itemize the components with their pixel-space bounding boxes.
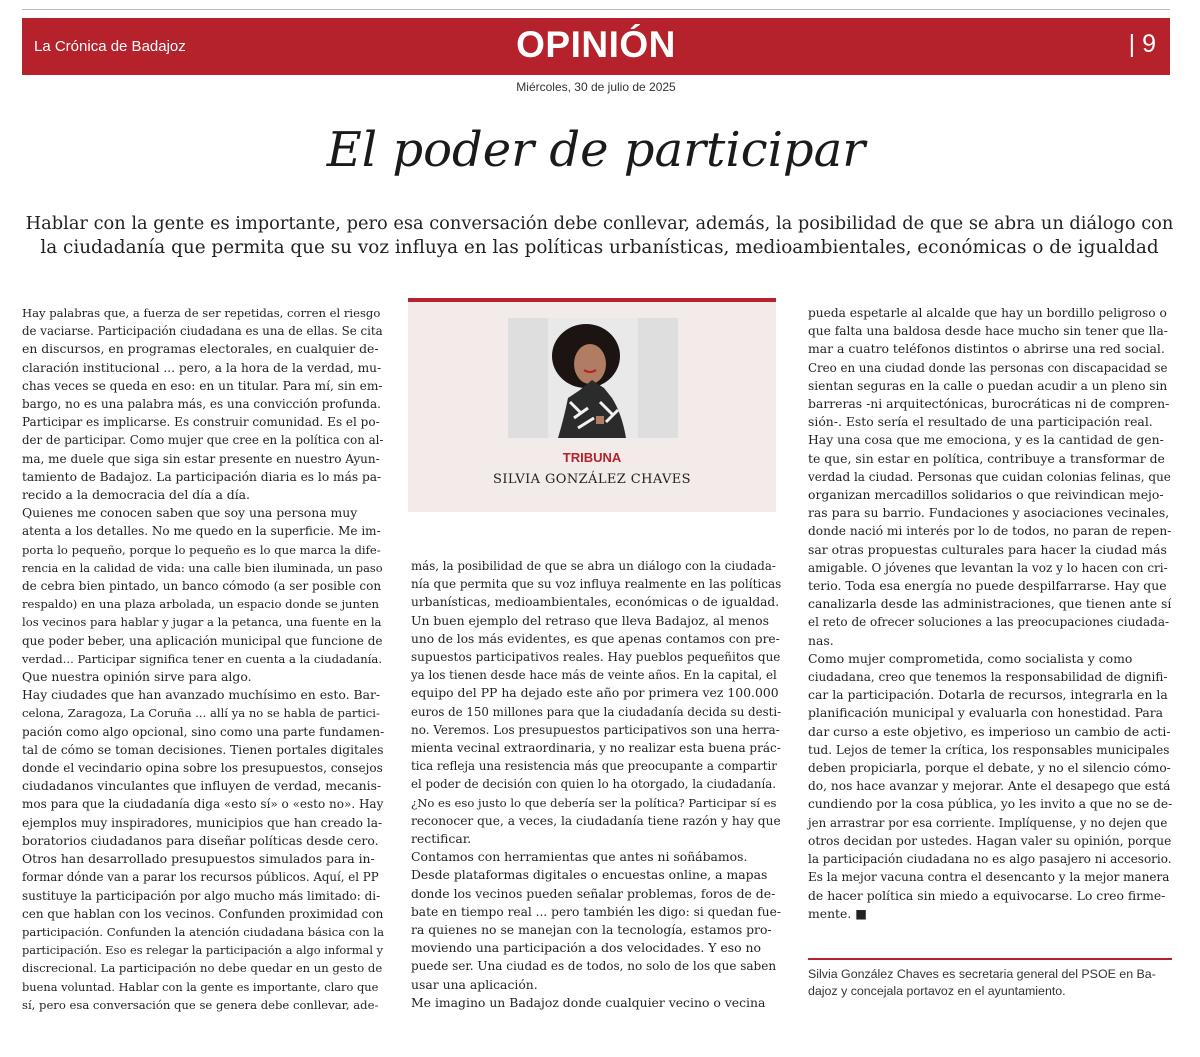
body-line: el poder de decisión con quien lo ha otorgado, la ciudadanía. [411, 777, 777, 792]
body-line: celona, Zaragoza, La Coruña ... allí ya no se habla de partici- [22, 706, 380, 721]
body-line: terio. Toda esa energía no puede despilfarrarse. Hay que [808, 578, 1167, 594]
body-line: euros de 150 millones para que la ciudadanía decida su desti- [411, 704, 782, 719]
page-number: | 9 [1128, 30, 1156, 58]
section-banner [22, 18, 1170, 75]
body-line: organizan mercadillos solidarios o que reivindican mejo- [808, 487, 1164, 503]
body-line: que falta una baldosa desde hace mucho sin tener que lla- [808, 324, 1168, 339]
body-line: reconocer que, a veces, la ciudadanía tiene razón y hay que [411, 813, 781, 828]
body-line: pación como algo opcional, sino como una parte fundamen- [22, 724, 385, 739]
kicker-label: TRIBUNA [562, 450, 622, 465]
body-line: ra quienes no se manejan con la tecnología, estamos pro- [411, 922, 772, 938]
body-line: moviendo una participación a dos velocidades. Y eso no [411, 940, 761, 956]
body-line: der de participar. Como mujer que cree en la política con al- [22, 433, 384, 448]
standfirst-line: Hablar con la gente es importante, pero esa conversación debe conllevar, además, la posibilidad de que se abra un diálogo con [25, 213, 1174, 234]
body-line: no. Veremos. Los presupuestos participativos son una herra- [411, 722, 780, 737]
body-line: sientan seguras en la calle o puedan acudir a un pleno sin [808, 378, 1168, 393]
body-line: te que, sin estar en política, contribuye a transformar de [808, 450, 1165, 466]
body-line: verdad la ciudad. Personas que cuidan colonias felinas, que [808, 469, 1171, 484]
body-line: tamiento de Badajoz. La participación diaria es lo más pa- [22, 469, 382, 484]
body-line: ciudadanos vinculantes que influyen de verdad, mecanis- [22, 778, 382, 794]
newspaper-name: La Crónica de Badajoz [34, 38, 186, 55]
body-line: recido a la democracia del día a día. [22, 487, 250, 503]
body-line: claración institucional ... pero, a la hora de la verdad, mu- [22, 360, 382, 375]
body-line: Contamos con herramientas que antes ni soñábamos. [411, 849, 748, 865]
body-column-3 [808, 304, 1172, 923]
body-line: donde nació mi interés por lo de todos, no paran de repen- [808, 524, 1172, 539]
body-line: cundiendo por la cosa pública, yo les invito a que no se de- [808, 797, 1173, 812]
body-line: Hay ciudades que han avanzado muchísimo en esto. Bar- [22, 687, 381, 703]
body-line: Creo en una ciudad donde las personas con discapacidad se [808, 360, 1168, 375]
author-box [408, 298, 776, 512]
author-bio [808, 966, 1178, 1000]
body-line: más, la posibilidad de que se abra un diálogo con la ciudada- [411, 559, 776, 573]
body-line: participación. Confunden la atención ciudadana básica con la [22, 924, 385, 939]
bio-line: Silvia González Chaves es secretaria general del PSOE en Ba- [808, 967, 1156, 981]
body-line: chas veces se queda en eso: en un titular. Para mí, sin em- [22, 378, 383, 393]
body-line: boratorios ciudadanos para diseñar políticas desde cero. [22, 832, 379, 848]
author-photo [508, 318, 678, 438]
bio-line: dajoz y concejala portavoz en el ayuntamiento. [808, 984, 1066, 998]
body-line: ya los tienen desde hace más de veinte años. En la capital, el [411, 668, 777, 683]
body-line: de vaciarse. Participación ciudadana es una de ellas. Se cita [22, 324, 383, 339]
body-line: mar a cuatro teléfonos distintos o abrirse una red social. [808, 341, 1165, 357]
body-line: de hacer política sin miedo a equivocarse. Lo creo firme- [808, 887, 1166, 903]
body-line: usar una aplicación. [411, 976, 538, 992]
body-line: jen arrastrar por esa corriente. Implíquense, y no dejen que [808, 815, 1168, 830]
body-line: tal de cómo se toman decisiones. Tienen portales digitales [22, 742, 384, 757]
body-line: Participar es implicarse. Es construir comunidad. Es el po- [22, 415, 380, 430]
body-line: verdad... Participar significa tener en cuenta a la ciudadanía. [22, 651, 383, 666]
bio-rule [808, 958, 1172, 960]
body-line: supuestos participativos reales. Hay pueblos pequeñitos que [411, 650, 781, 665]
body-line: porta lo pequeño, porque lo pequeño es lo que marca la dife- [22, 542, 381, 557]
body-line: la participación ciudadana no es algo pasajero ni accesorio. [808, 852, 1172, 867]
body-line: urbanísticas, medioambientales, económicas o de igualdad. [411, 595, 780, 610]
body-line: ciudadana, creo que tenemos la responsabilidad de dignifi- [808, 670, 1168, 685]
body-line: participación. Eso es relegar la participación a algo informal y [22, 943, 384, 958]
body-line: nía que permita que su voz influya realmente en las políticas [411, 577, 782, 592]
body-line: bargo, no es una palabra más, es una convicción profunda. [22, 397, 381, 412]
body-line: deben propiciarla, porque el debate, y no el silencio cómo- [808, 761, 1171, 776]
body-line: donde el vecindario opina sobre los presupuestos, consejos [22, 761, 383, 776]
body-line: planificación municipal y evaluarla con honestidad. Para [808, 705, 1164, 721]
body-line: que poder beber, una aplicación municipal que funcione de [22, 633, 383, 648]
body-line: Otros han desarrollado presupuestos simulados para in- [22, 851, 375, 867]
body-line: sustituye la participación por algo mucho más limitado: di- [22, 888, 381, 903]
body-line: bate en tiempo real ... pero también les digo: si quedan fue- [411, 904, 781, 919]
headline: El poder de participar [326, 122, 866, 178]
body-line: canalizarla desde las administraciones, que tienen ante sí [808, 596, 1172, 612]
body-line: el reto de ofrecer soluciones a las preocupaciones ciudada- [808, 615, 1170, 630]
body-line: formar dónde van a parar los recursos públicos. Aquí, el PP [22, 870, 379, 885]
body-line: nas. [808, 632, 834, 648]
body-line: tud. Lejos de temer la crítica, los responsables municipales [808, 742, 1170, 757]
body-line: mienta vecinal extraordinaria, y no realizar esta buena prác- [411, 741, 781, 756]
body-line: Quienes me conocen saben que soy una persona muy [22, 505, 358, 521]
top-rule [22, 9, 1170, 10]
body-line: rencia en la calidad de vida: una calle bien iluminada, un paso [22, 560, 383, 575]
body-line: ma, me duele que siga sin estar presente en nuestro Ayun- [22, 451, 380, 466]
body-line: cen que hablan con los vecinos. Confunden proximidad con [22, 906, 384, 921]
body-line: discrecional. La participación no debe quedar en un gesto de [22, 961, 383, 976]
body-line: uno de los más evidentes, es que apenas contamos con pre- [411, 631, 780, 646]
body-line: otros decidan por ustedes. Hagan valer su opinión, porque [808, 833, 1172, 848]
body-line: sión-. Esto sería el resultado de una participación real. [808, 414, 1153, 430]
body-line: tica refleja una resistencia más que preocupante a compartir [411, 759, 777, 774]
body-line: amigable. O jóvenes que levantan la voz y lo hacen con cri- [808, 560, 1168, 575]
body-line: ras para su barrio. Fundaciones y asociaciones vecinales, [808, 505, 1170, 521]
standfirst [22, 212, 1177, 260]
body-line: sí, pero esa conversación que se genera debe conllevar, ade- [22, 997, 379, 1012]
body-line: Como mujer comprometida, como socialista y como [808, 650, 1133, 666]
body-line: buena voluntad. Hablar con la gente es importante, claro que [22, 979, 379, 994]
body-line: Hay palabras que, a fuerza de ser repetidas, corren el riesgo [22, 306, 381, 320]
body-line: atenta a los detalles. No me quedo en la superficie. Me im- [22, 524, 381, 539]
author-name: SILVIA GONZÁLEZ CHAVES [493, 472, 691, 487]
body-line: mente. ■ [808, 905, 867, 921]
body-line: equipo del PP ha dejado este año por primera vez 100.000 [411, 685, 779, 701]
body-line: pueda espetarle al alcalde que hay un bordillo peligroso o [808, 306, 1167, 320]
body-line: Desde plataformas digitales o encuestas online, a mapas [411, 867, 768, 883]
body-column-2 [411, 557, 781, 1012]
body-line: ¿No es eso justo lo que debería ser la política? Participar sí es [411, 795, 777, 810]
body-line: dar curso a este objetivo, es imperioso un cambio de acti- [808, 723, 1171, 739]
body-line: puede ser. Una ciudad es de todos, no solo de los que saben [411, 959, 777, 974]
standfirst-line: la ciudadanía que permita que su voz influya en las políticas urbanísticas, medioambientales, económicas o de igualdad [40, 237, 1159, 258]
body-line: barreras -ni arquitectónicas, burocráticas ni de compren- [808, 396, 1170, 412]
body-line: do, nos hace avanzar y mejorar. Ante el desapego que está [808, 779, 1171, 794]
body-line: de cebra bien pintado, un banco cómodo (a ser posible con [22, 579, 382, 594]
body-line: car la participación. Dotarla de recursos, integrarla en la [808, 687, 1168, 703]
publication-date: Miércoles, 30 de julio de 2025 [516, 80, 676, 94]
body-line: mos para que la ciudadanía diga «esto sí» o «esto no». Hay [22, 797, 384, 812]
body-line: respaldo) en una plaza arbolada, un espacio donde se junten [22, 597, 379, 612]
body-line: sar otras propuestas culturales para hacer la ciudad más [808, 541, 1167, 557]
body-line: Un buen ejemplo del retraso que lleva Badajoz, al menos [411, 612, 769, 628]
body-line: Hay una cosa que me emociona, y es la cantidad de gen- [808, 432, 1164, 448]
body-line: en discursos, en programas electorales, en cualquier de- [22, 341, 379, 357]
body-line: rectificar. [411, 831, 472, 847]
body-line: Me imagino un Badajoz donde cualquier vecino o vecina [411, 994, 766, 1010]
body-line: ejemplos muy inspiradores, municipios que han creado la- [22, 815, 383, 830]
body-line: Que nuestra opinión sirve para algo. [22, 669, 252, 685]
body-line: los vecinos para hablar y jugar a la petanca, una fuente en la [22, 615, 382, 630]
body-line: Es la mejor vacuna contra el desencanto y la mejor manera [808, 870, 1170, 885]
body-line: donde los vecinos pueden señalar problemas, foros de de- [411, 885, 776, 901]
section-title: OPINIÓN [516, 24, 676, 65]
body-column-1 [22, 304, 384, 1014]
